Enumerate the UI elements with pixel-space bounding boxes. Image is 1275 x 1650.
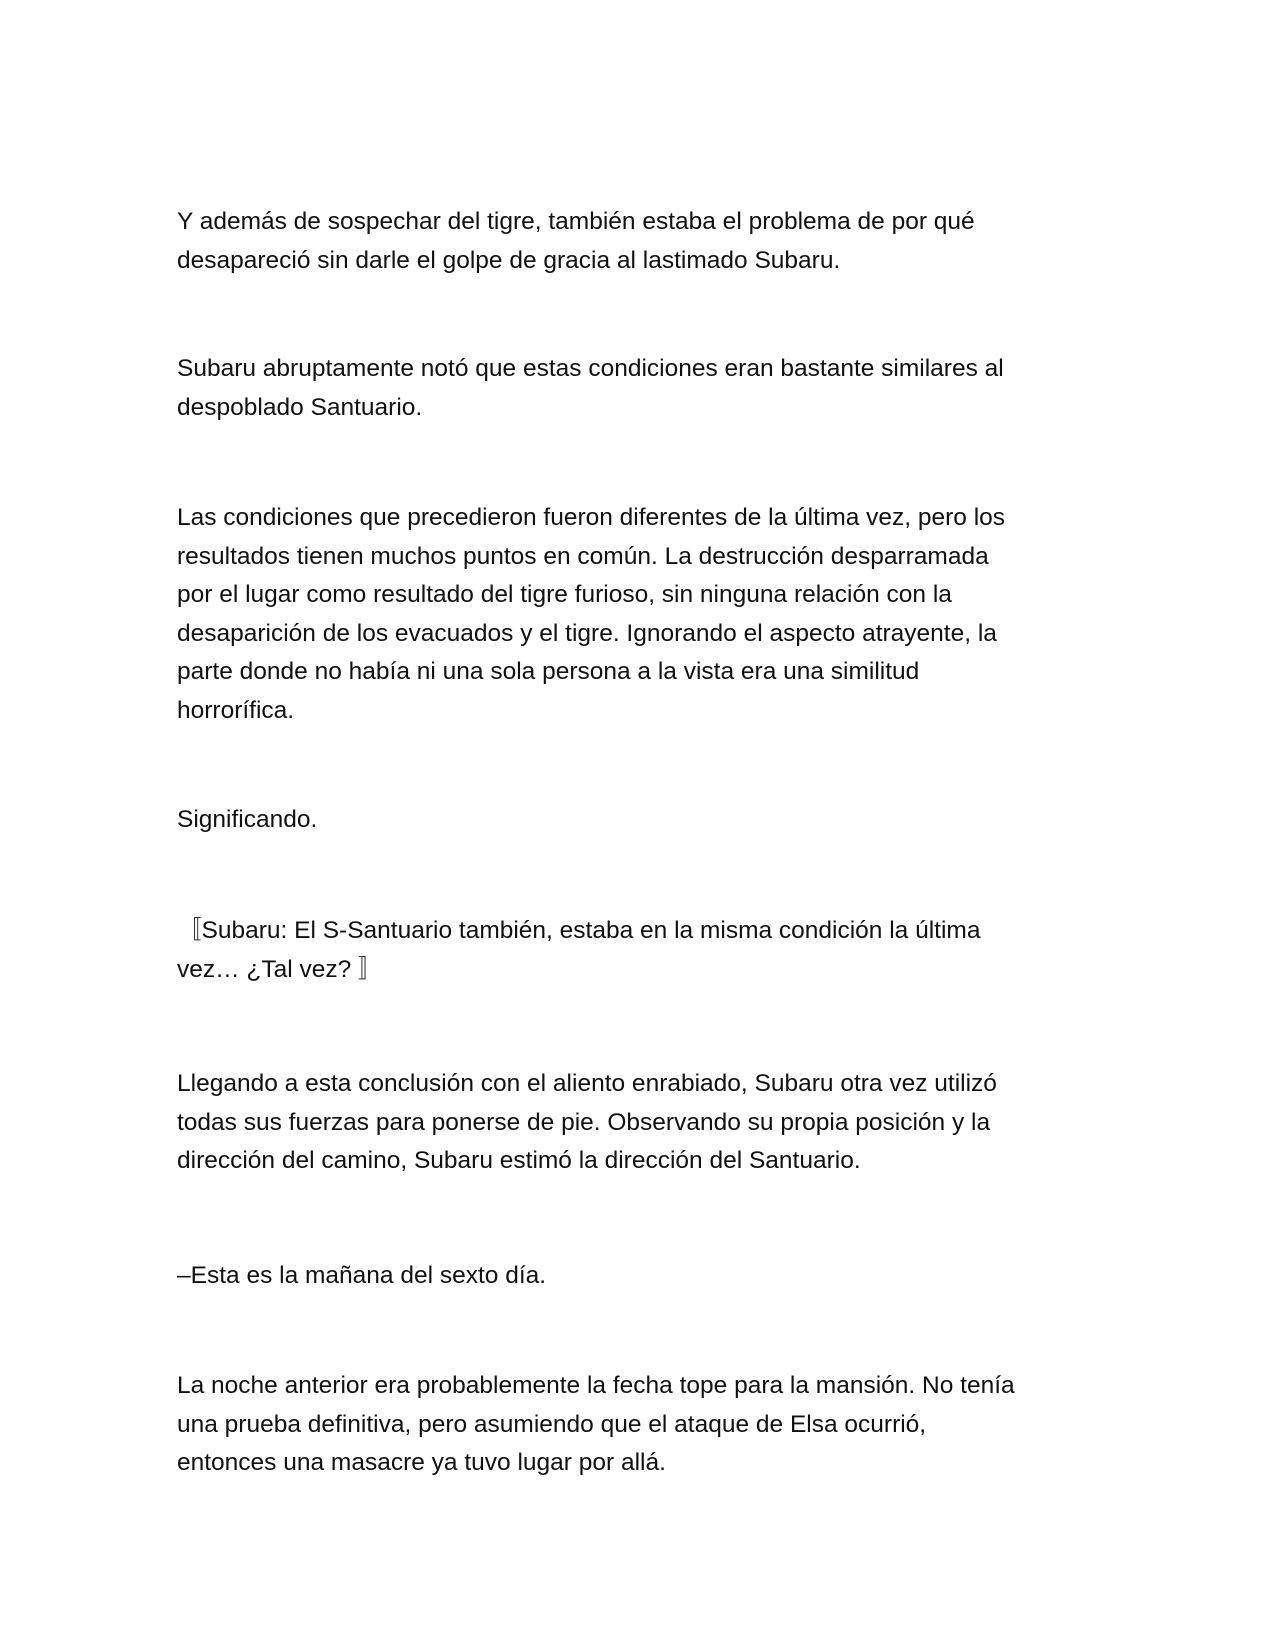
paragraph: La noche anterior era probablemente la fecha tope para la mansión. No tenía una prueba definitiva, pero asumiendo que el ataque de Elsa ocurrió, entonces una masacre ya tuvo lugar por allá. xyxy=(177,1372,1015,1476)
paragraph: Y además de sospechar del tigre, también estaba el problema de por qué desapareció sin darle el golpe de gracia al lastimado Subaru. xyxy=(177,208,975,274)
dialogue-paragraph: 〚Subaru: El S-Santuario también, estaba en la misma condición la última vez… ¿Tal vez? 〛 xyxy=(177,917,981,983)
paragraph: Llegando a esta conclusión con el aliento enrabiado, Subaru otra vez utilizó todas sus fuerzas para ponerse de pie. Observando su propia posición y la dirección del camino, Subaru estimó la dirección del Santuario. xyxy=(177,1070,997,1174)
paragraph: –Esta es la mañana del sexto día. xyxy=(177,1262,547,1289)
paragraph: Las condiciones que precedieron fueron diferentes de la última vez, pero los resultados tienen muchos puntos en común. La destrucción desparramada por el lugar como resultado del tigre furioso, sin ninguna relación con la desaparición de los evacuados y el tigre. Ignorando el aspecto atrayente, la parte donde no había ni una sola persona a la vista era una similitud horrorífica. xyxy=(177,504,1006,724)
paragraph: Significando. xyxy=(177,806,318,833)
paragraph: Subaru abruptamente notó que estas condiciones eran bastante similares al despoblado Santuario. xyxy=(177,355,1004,421)
